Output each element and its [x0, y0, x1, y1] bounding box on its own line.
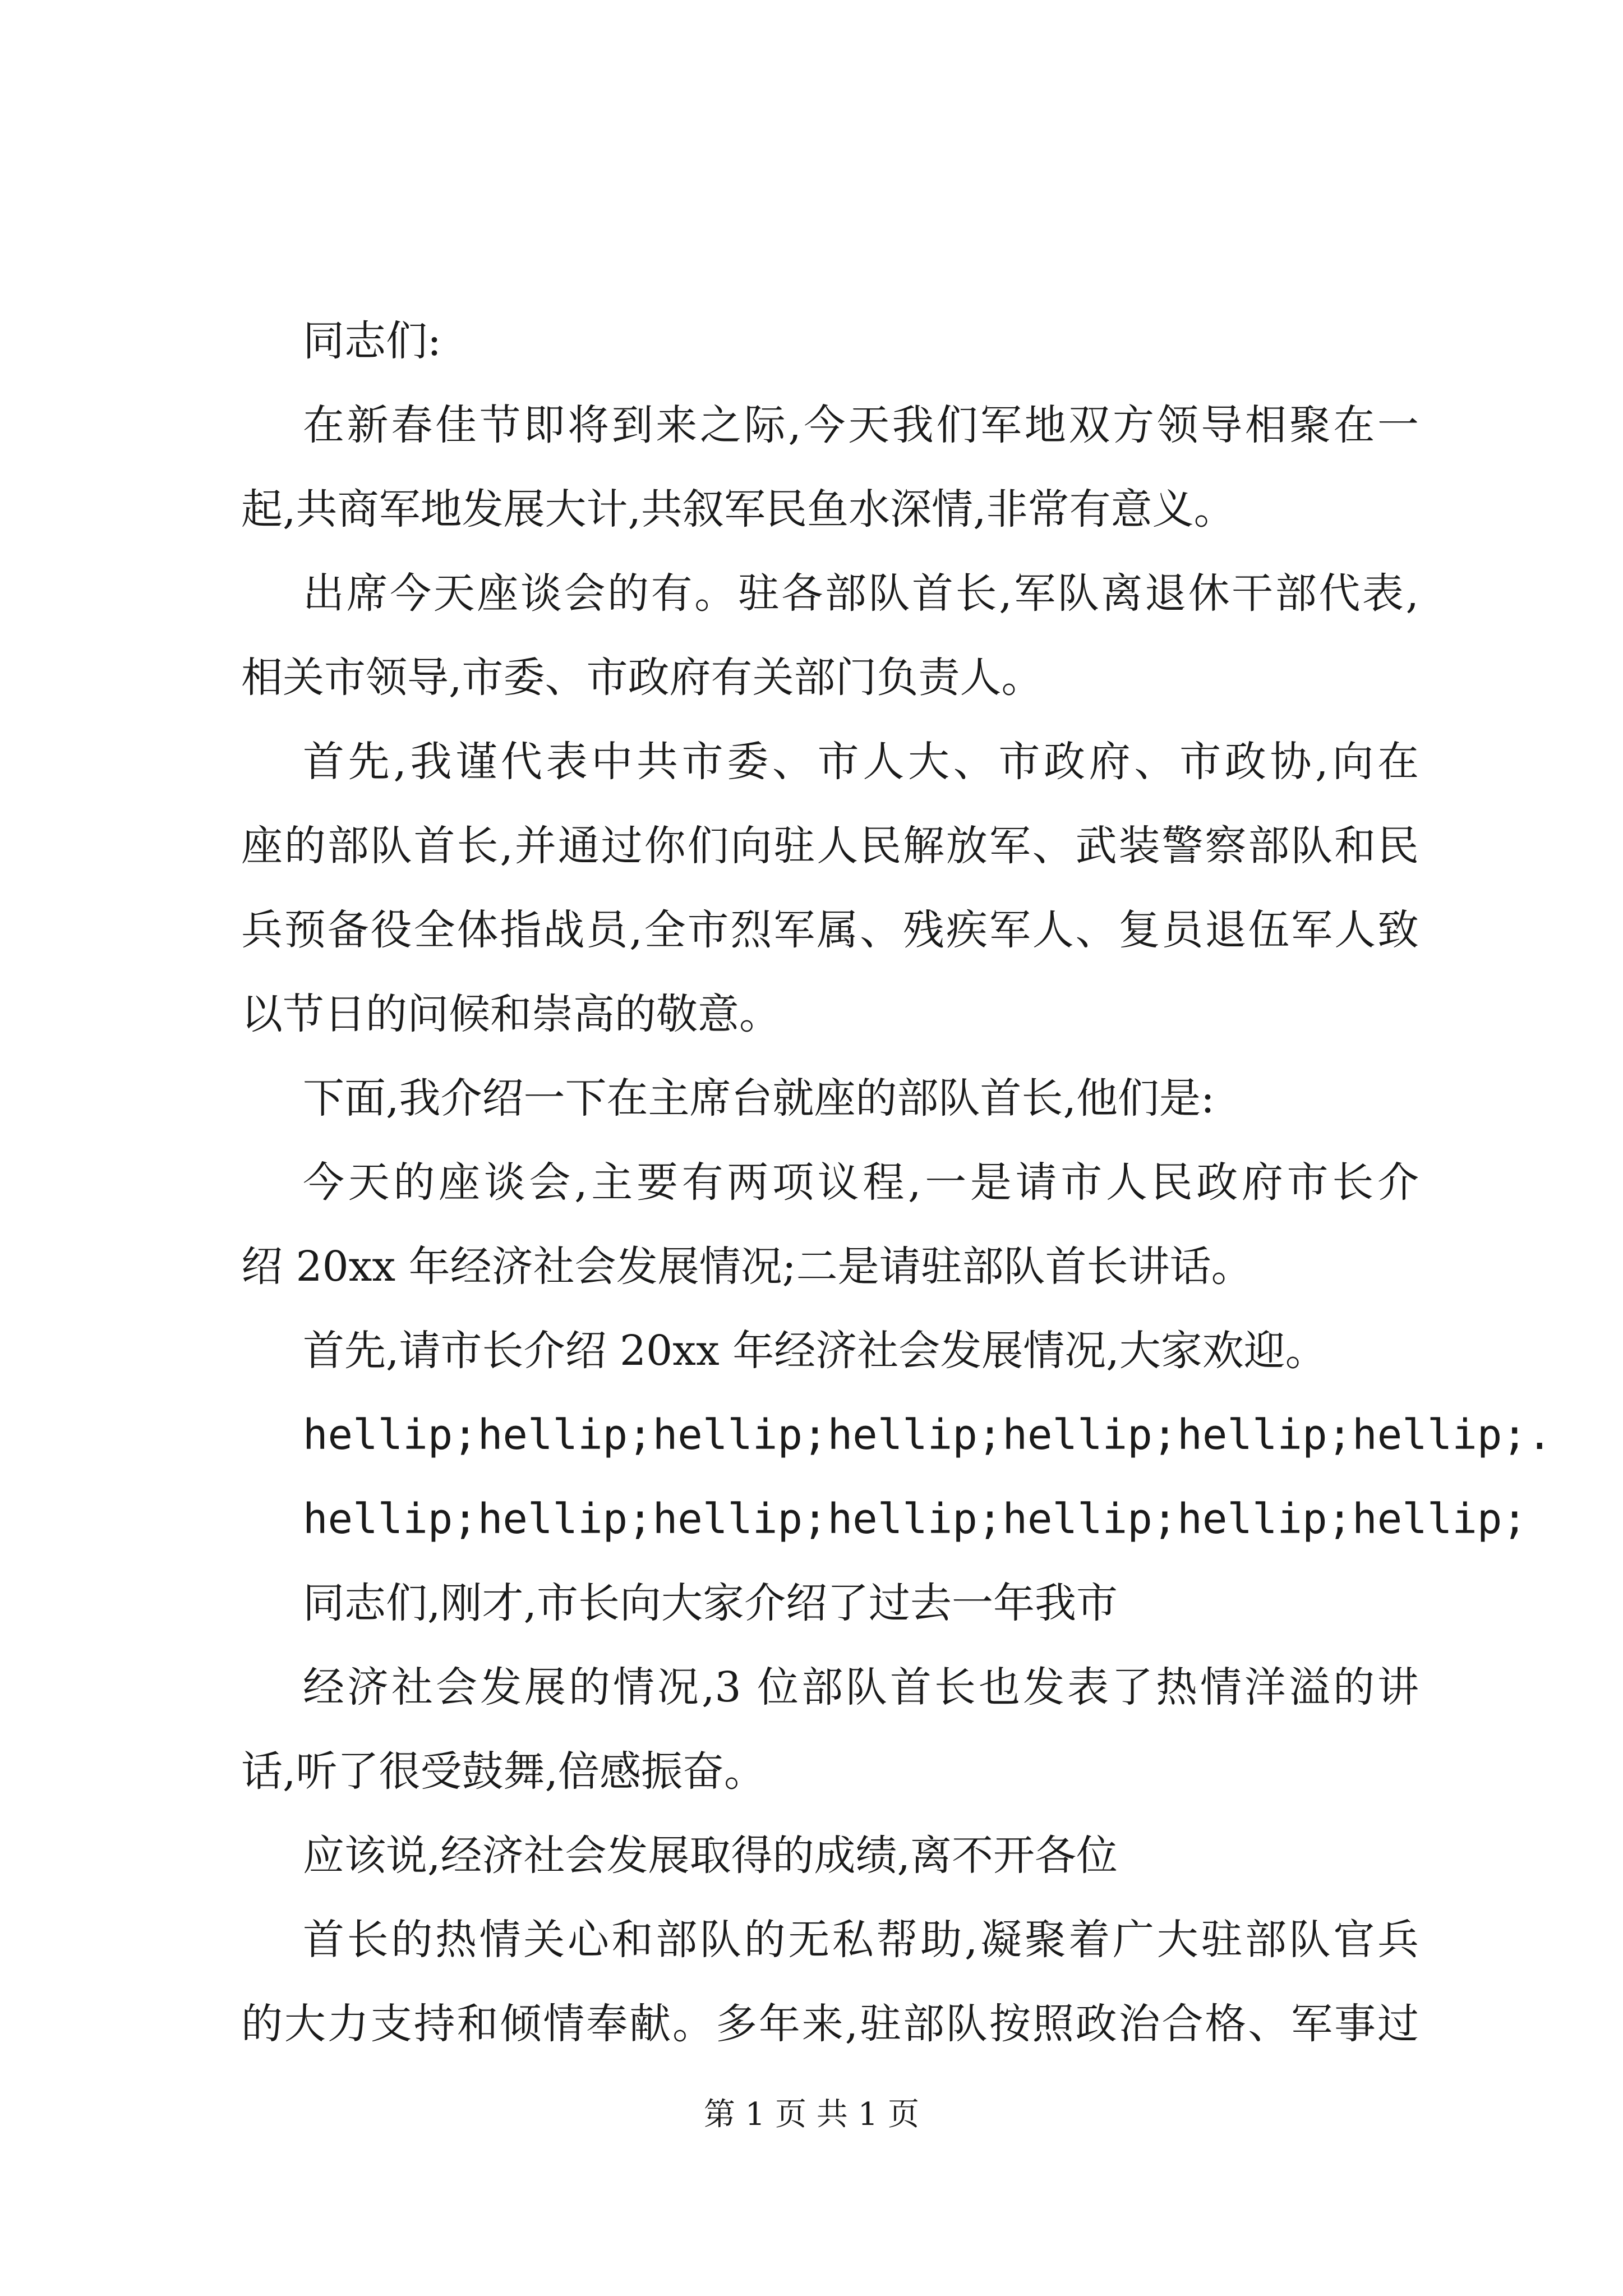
paragraph-line: 出席今天座谈会的有。驻各部队首长,军队离退休干部代表,	[303, 569, 1419, 618]
ellipsis-line: hellip;hellip;hellip;hellip;hellip;hellip;hellip;.	[303, 1411, 1552, 1459]
ellipsis-line: hellip;hellip;hellip;hellip;hellip;hellip;hellip;	[303, 1495, 1528, 1543]
paragraph-line: 首长的热情关心和部队的无私帮助,凝聚着广大驻部队官兵	[303, 1916, 1419, 1964]
paragraph-line: 首先,请市长介绍 20xx 年经济社会发展情况,大家欢迎。	[303, 1327, 1327, 1375]
paragraph-line: 的大力支持和倾情奉献。多年来,驻部队按照政治合格、军事过	[241, 2000, 1419, 2048]
paragraph-line: 以节日的问候和崇高的敬意。	[241, 990, 781, 1038]
paragraph-line: 绍 20xx 年经济社会发展情况;二是请驻部队首长讲话。	[241, 1243, 1253, 1291]
paragraph-line: 兵预备役全体指战员,全市烈军属、残疾军人、复员退伍军人致	[241, 906, 1419, 954]
page-number-footer: 第 1 页 共 1 页	[703, 2096, 920, 2133]
paragraph-line: 下面,我介绍一下在主席台就座的部队首长,他们是:	[303, 1074, 1215, 1122]
paragraph-line: 经济社会发展的情况,3 位部队首长也发表了热情洋溢的讲	[303, 1663, 1419, 1711]
paragraph-line: 同志们,刚才,市长向大家介绍了过去一年我市	[303, 1579, 1118, 1627]
salutation-line: 同志们:	[303, 317, 441, 365]
paragraph-line: 今天的座谈会,主要有两项议程,一是请市人民政府市长介	[303, 1158, 1419, 1207]
paragraph-line: 在新春佳节即将到来之际,今天我们军地双方领导相聚在一	[303, 401, 1419, 449]
paragraph-line: 相关市领导,市委、市政府有关部门负责人。	[241, 654, 1043, 702]
paragraph-line: 首先,我谨代表中共市委、市人大、市政府、市政协,向在	[303, 738, 1419, 786]
paragraph-line: 座的部队首长,并通过你们向驻人民解放军、武装警察部队和民	[241, 822, 1419, 870]
paragraph-line: 起,共商军地发展大计,共叙军民鱼水深情,非常有意义。	[241, 485, 1235, 533]
paragraph-line: 应该说,经济社会发展取得的成绩,离不开各位	[303, 1832, 1118, 1880]
paragraph-line: 话,听了很受鼓舞,倍感振奋。	[241, 1747, 766, 1796]
